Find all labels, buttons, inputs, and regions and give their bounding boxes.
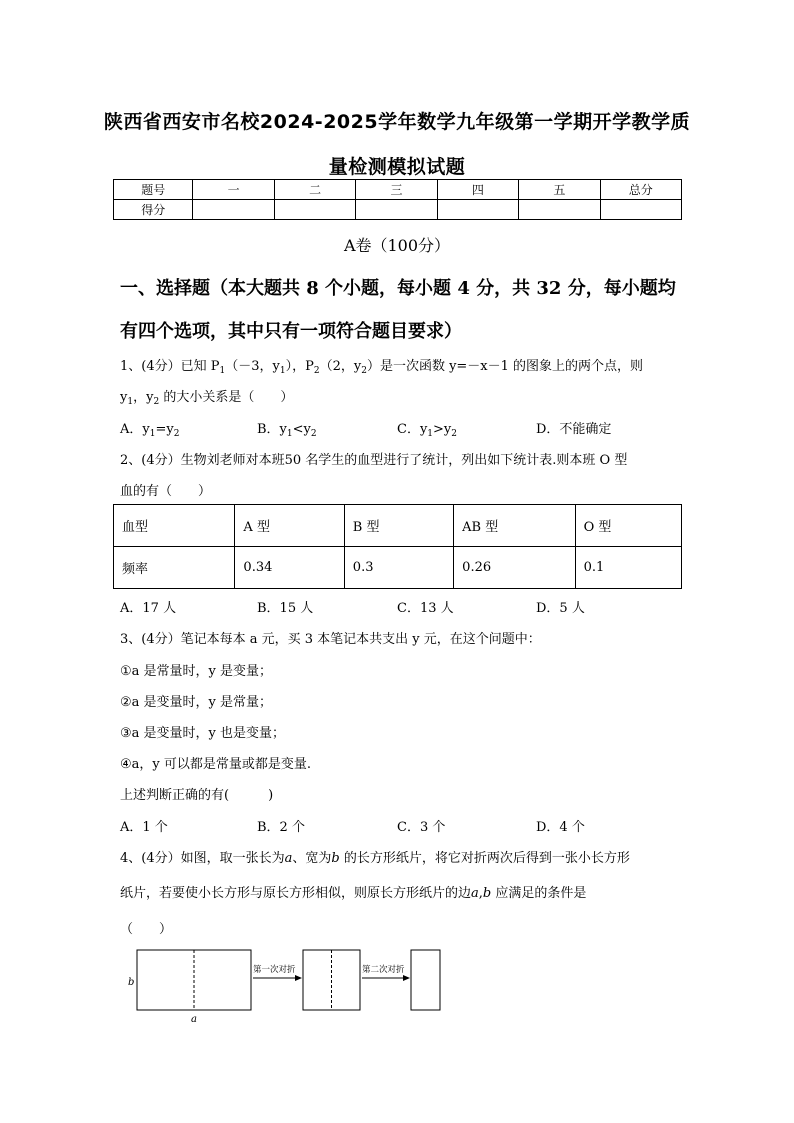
q2-option-b[interactable]: B．15 人 xyxy=(257,601,314,616)
q1-text: （－3，y xyxy=(225,359,280,374)
q1-text: 1、(4分）已知 P xyxy=(120,359,220,374)
q3-option-c[interactable]: C．3 个 xyxy=(397,820,446,835)
score-blank-cell[interactable] xyxy=(193,200,274,220)
q1-text: ），P xyxy=(285,359,314,374)
part-heading-continued: 有四个选项，其中只有一项符合题目要求） xyxy=(120,321,462,342)
score-blank-cell[interactable] xyxy=(519,200,600,220)
blood-table-cell: 血型 xyxy=(114,505,235,547)
q2-option-d[interactable]: D．5 人 xyxy=(536,601,585,616)
blood-table-cell: 0.34 xyxy=(235,547,344,589)
label-b: b xyxy=(128,977,135,988)
q1-text: ，y xyxy=(133,390,154,405)
q3-question: 上述判断正确的有( ) xyxy=(120,788,274,803)
label-a: a xyxy=(191,1014,197,1025)
score-table xyxy=(113,179,682,220)
score-row-label: 得分 xyxy=(114,200,193,220)
question-2-stem-line2: 血的有（ ） xyxy=(120,484,212,499)
score-table-score-row xyxy=(114,200,682,220)
q3-option-b[interactable]: B．2 个 xyxy=(257,820,305,835)
second-fold-arrowhead-icon xyxy=(403,975,410,981)
question-4-stem-line2: 纸片，若要使小长方形与原长方形相似，则原长方形纸片的边𝑎,𝑏 应满足的条件是 xyxy=(120,886,587,901)
q1-text: ）是一次函数 y=－x－1 的图象上的两个点，则 xyxy=(366,359,644,374)
score-blank-cell[interactable] xyxy=(356,200,437,220)
q3-option-d[interactable]: D．4 个 xyxy=(536,820,585,835)
blood-type-table xyxy=(113,504,682,589)
q3-statement: ②a 是变量时，y 是常量； xyxy=(120,695,273,710)
q3-statement: ①a 是常量时，y 是变量； xyxy=(120,664,273,679)
page-title: 陕西省西安市名校2024-2025学年数学九年级第一学期开学教学质 xyxy=(103,111,691,133)
blood-table-data-row xyxy=(114,547,682,589)
q1-option-d[interactable]: D．不能确定 xyxy=(536,422,612,437)
second-fold-label: 第二次对折 xyxy=(362,965,405,975)
q1-option-text: C．y xyxy=(397,422,428,437)
q1-sub: 2 xyxy=(153,397,160,407)
q1-option-sub: 1 xyxy=(427,429,434,439)
score-blank-cell[interactable] xyxy=(600,200,681,220)
q1-option-sub: 2 xyxy=(451,429,458,439)
section-heading: A卷（100分） xyxy=(343,236,451,255)
q1-sub: 2 xyxy=(313,366,320,376)
q1-option-sub: 1 xyxy=(149,429,156,439)
question-4-stem: 4、(4分）如图，取一张长为𝑎、宽为𝑏 的长方形纸片，将它对折两次后得到一张小长方形 xyxy=(120,851,630,866)
first-fold-label: 第一次对折 xyxy=(253,965,296,975)
score-header-cell: 题号 xyxy=(114,180,193,200)
quarter-rectangle xyxy=(411,950,440,1010)
paper-folding-figure xyxy=(120,945,450,1025)
q1-option-b[interactable] xyxy=(257,418,317,439)
blood-table-header-row xyxy=(114,505,682,547)
score-header-cell: 三 xyxy=(356,180,437,200)
blood-table-cell: O 型 xyxy=(575,505,681,547)
q1-text: y xyxy=(120,390,128,405)
score-header-cell: 五 xyxy=(519,180,600,200)
blood-table-cell: 0.1 xyxy=(575,547,681,589)
q3-statement: ③a 是变量时，y 也是变量； xyxy=(120,726,286,741)
q1-sub: 1 xyxy=(279,366,286,376)
question-4-answer-blank: （ ） xyxy=(120,922,173,937)
first-fold-arrowhead-icon xyxy=(295,975,302,981)
blood-table-cell: B 型 xyxy=(344,505,453,547)
blood-table-cell: 0.26 xyxy=(454,547,575,589)
q1-text: （2，y xyxy=(319,359,362,374)
score-header-cell: 四 xyxy=(437,180,518,200)
score-blank-cell[interactable] xyxy=(437,200,518,220)
score-table-header-row xyxy=(114,180,682,200)
q2-option-c[interactable]: C．13 人 xyxy=(397,601,454,616)
q1-option-c[interactable] xyxy=(397,418,457,439)
q1-option-text: A．y xyxy=(120,422,150,437)
q3-option-a[interactable]: A．1 个 xyxy=(120,820,168,835)
score-header-cell: 一 xyxy=(193,180,274,200)
blood-table-cell: 0.3 xyxy=(344,547,453,589)
q1-option-text: >y xyxy=(433,422,452,437)
question-3-stem: 3、(4分）笔记本每本 a 元，买 3 本笔记本共支出 y 元，在这个问题中： xyxy=(120,632,541,647)
q3-statement: ④a，y 可以都是常量或都是变量. xyxy=(120,757,312,772)
q1-option-text: =y xyxy=(155,422,174,437)
q1-sub: 2 xyxy=(361,366,367,376)
q1-text: 的大小关系是（ ） xyxy=(159,390,294,405)
q1-sub: 1 xyxy=(127,397,134,407)
q2-option-a[interactable]: A．17 人 xyxy=(120,601,177,616)
score-blank-cell[interactable] xyxy=(274,200,355,220)
blood-table-cell: 频率 xyxy=(114,547,235,589)
score-header-cell: 二 xyxy=(274,180,355,200)
q1-option-text: <y xyxy=(292,422,311,437)
blood-table-cell: A 型 xyxy=(235,505,344,547)
q1-option-sub: 1 xyxy=(286,429,293,439)
q1-option-sub: 2 xyxy=(173,429,180,439)
part-heading: 一、选择题（本大题共 8 个小题，每小题 4 分，共 32 分，每小题均 xyxy=(120,278,676,299)
question-1-stem xyxy=(120,355,643,376)
q1-sub: 1 xyxy=(219,366,226,376)
page-title-continued: 量检测模拟试题 xyxy=(328,156,466,178)
question-2-stem: 2、(4分）生物刘老师对本班50 名学生的血型进行了统计，列出如下统计表.则本班 O 型 xyxy=(120,453,628,468)
q1-option-text: B．y xyxy=(257,422,287,437)
q1-option-sub: 2 xyxy=(310,429,317,439)
blood-table-cell: AB 型 xyxy=(454,505,575,547)
question-1-stem-line2 xyxy=(120,386,293,407)
score-header-cell: 总分 xyxy=(600,180,681,200)
q1-option-a[interactable] xyxy=(120,418,179,439)
